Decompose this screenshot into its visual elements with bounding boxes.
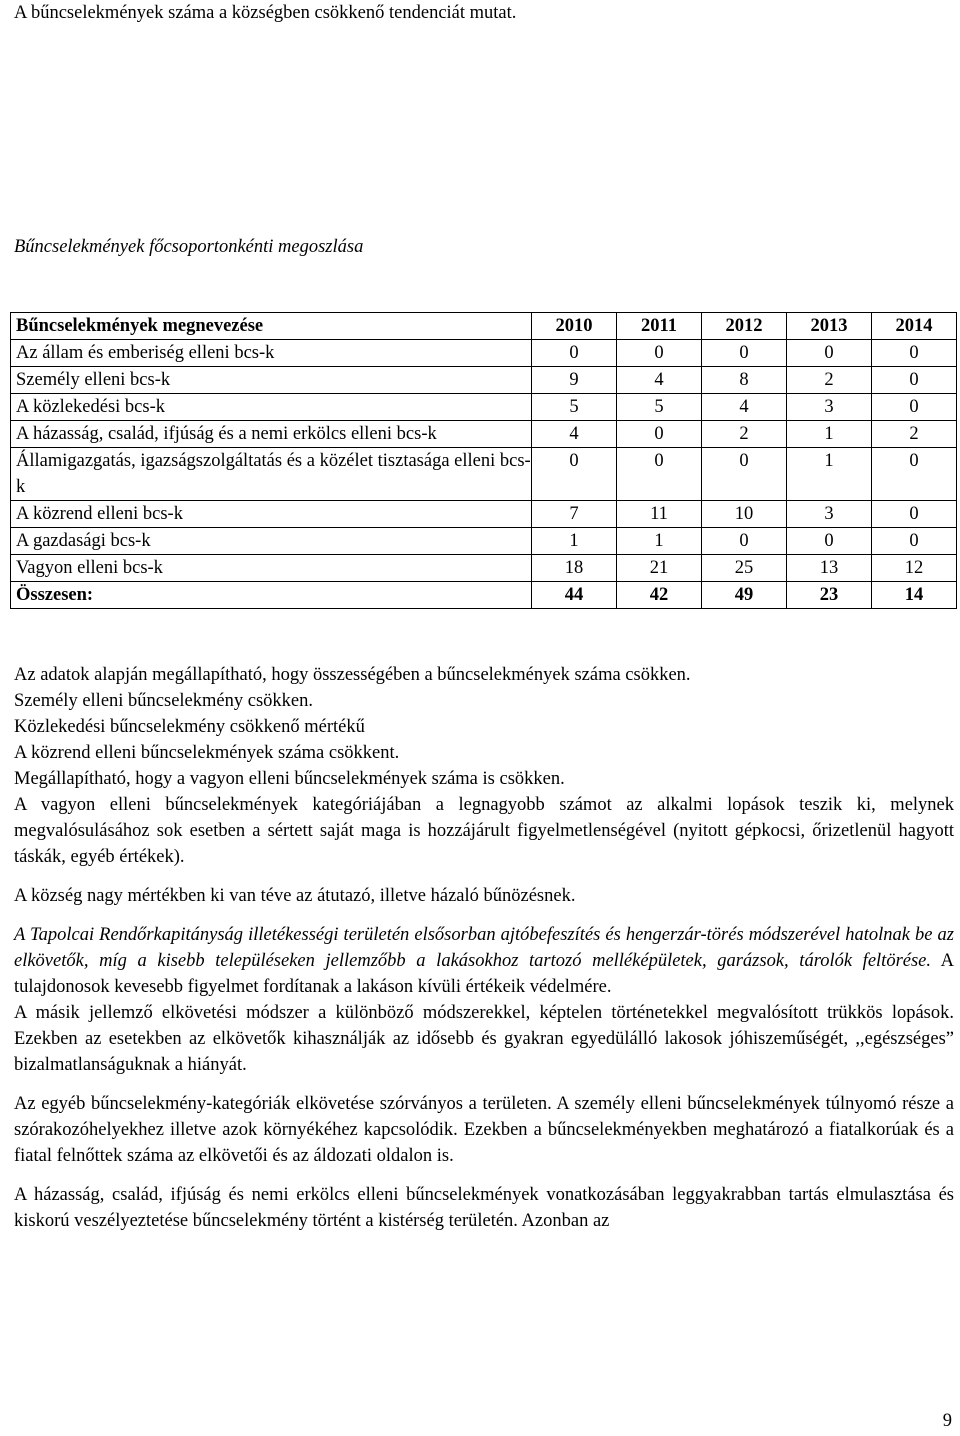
crime-statistics-table — [10, 312, 957, 609]
row-label: A házasság, család, ifjúság és a nemi erkölcs elleni bcs-k — [11, 421, 532, 448]
italic-text: A Tapolcai Rendőrkapitányság illetékességi területén elsősorban ajtóbefeszítés és hengerzár-törés módszerével hatolnak be az elkövetők, míg a kisebb településeken jellemzőbb a lakásokhoz tartozó melléképületek, garázsok, tárolók feltörése. — [14, 925, 954, 971]
total-value: 14 — [872, 582, 957, 609]
table-title: Bűncselekmények főcsoportonkénti megoszlása — [14, 237, 364, 257]
paragraph: Megállapítható, hogy a vagyon elleni bűncselekmények száma is csökken. — [14, 769, 565, 789]
header-category: Bűncselekmények megnevezése — [11, 313, 532, 340]
table-total-row — [11, 582, 957, 609]
cell-value: 0 — [532, 340, 617, 367]
paragraph: A házasság, család, ifjúság és nemi erkölcs elleni bűncselekmények vonatkozásában leggyakrabban tartás elmulasztása és kiskorú veszélyeztetése bűncselekmény történt a kistérség területén. Azonban az — [14, 1185, 954, 1231]
cell-value: 0 — [702, 340, 787, 367]
paragraph: Személy elleni bűncselekmény csökken. — [14, 691, 313, 711]
cell-value: 5 — [532, 394, 617, 421]
header-year: 2011 — [617, 313, 702, 340]
total-label: Összesen: — [11, 582, 532, 609]
total-value: 42 — [617, 582, 702, 609]
cell-value: 0 — [617, 421, 702, 448]
cell-value: 0 — [787, 340, 872, 367]
table-header-row — [11, 313, 957, 340]
cell-value: 25 — [702, 555, 787, 582]
cell-value: 0 — [617, 448, 702, 501]
cell-value: 1 — [532, 528, 617, 555]
paragraph: Közlekedési bűncselekmény csökkenő mértékű — [14, 717, 365, 737]
cell-value: 7 — [532, 501, 617, 528]
cell-value: 0 — [702, 448, 787, 501]
total-value: 23 — [787, 582, 872, 609]
cell-value: 0 — [872, 528, 957, 555]
cell-value: 2 — [787, 367, 872, 394]
row-label: Személy elleni bcs-k — [11, 367, 532, 394]
table-row — [11, 528, 957, 555]
cell-value: 0 — [787, 528, 872, 555]
paragraph — [14, 922, 954, 1000]
cell-value: 4 — [617, 367, 702, 394]
row-label: A gazdasági bcs-k — [11, 528, 532, 555]
header-year: 2010 — [532, 313, 617, 340]
intro-text: A bűncselekmények száma a községben csökkenő tendenciát mutat. — [14, 3, 517, 23]
cell-value: 0 — [872, 340, 957, 367]
cell-value: 3 — [787, 394, 872, 421]
table-row — [11, 340, 957, 367]
table-row — [11, 394, 957, 421]
page-number: 9 — [942, 1411, 952, 1431]
cell-value: 2 — [872, 421, 957, 448]
cell-value: 8 — [702, 367, 787, 394]
cell-value: 1 — [787, 448, 872, 501]
cell-value: 4 — [702, 394, 787, 421]
paragraph: A vagyon elleni bűncselekmények kategóriájában a legnagyobb számot az alkalmi lopások teszik ki, melynek megvalósulásához sok esetben a sértett saját maga is hozzájárult figyelmetlenségével (nyitott gépkocsi, őrizetlenül hagyott táskák, egyéb értékek). — [14, 795, 954, 867]
table-row — [11, 367, 957, 394]
cell-value: 13 — [787, 555, 872, 582]
cell-value: 10 — [702, 501, 787, 528]
cell-value: 0 — [702, 528, 787, 555]
cell-value: 0 — [872, 448, 957, 501]
cell-value: 11 — [617, 501, 702, 528]
cell-value: 0 — [872, 501, 957, 528]
cell-value: 3 — [787, 501, 872, 528]
cell-value: 5 — [617, 394, 702, 421]
total-value: 44 — [532, 582, 617, 609]
row-label: A közlekedési bcs-k — [11, 394, 532, 421]
header-year: 2013 — [787, 313, 872, 340]
cell-value: 0 — [872, 367, 957, 394]
cell-value: 1 — [787, 421, 872, 448]
table-row — [11, 448, 957, 501]
row-label: Vagyon elleni bcs-k — [11, 555, 532, 582]
body-text — [14, 662, 954, 1234]
paragraph: A közrend elleni bűncselekmények száma csökkent. — [14, 743, 400, 763]
paragraph: Az adatok alapján megállapítható, hogy összességében a bűncselekmények száma csökken. — [14, 665, 691, 685]
row-label: A közrend elleni bcs-k — [11, 501, 532, 528]
paragraph: A másik jellemző elkövetési módszer a különböző módszerekkel, képtelen történetekkel megvalósított trükkös lopások. Ezekben az esetekben az elkövetők kihasználják az idősebb és gyakran egyedülálló lakosok jóhiszeműségét, ,,egészséges” bizalmatlanságuknak a hiányát. — [14, 1003, 954, 1075]
cell-value: 18 — [532, 555, 617, 582]
cell-value: 2 — [702, 421, 787, 448]
row-label: Az állam és emberiség elleni bcs-k — [11, 340, 532, 367]
cell-value: 0 — [872, 394, 957, 421]
cell-value: 12 — [872, 555, 957, 582]
cell-value: 21 — [617, 555, 702, 582]
cell-value: 9 — [532, 367, 617, 394]
header-year: 2012 — [702, 313, 787, 340]
paragraph: Az egyéb bűncselekmény-kategóriák elkövetése szórványos a területen. A személy elleni bűncselekmények túlnyomó része a szórakozóhelyekhez illetve azok környékéhez kapcsolódik. Ezekben a bűncselekményekben meghatározó a fiatalkorúak és a fiatal felnőttek száma az elkövetői és az áldozati oldalon is. — [14, 1094, 954, 1166]
paragraph-continuation: A tulajdonosok kevesebb figyelmet fordítanak a lakáson kívüli értékeik védelmére. — [14, 951, 954, 997]
table-row — [11, 421, 957, 448]
header-year: 2014 — [872, 313, 957, 340]
table-row — [11, 501, 957, 528]
cell-value: 4 — [532, 421, 617, 448]
cell-value: 0 — [532, 448, 617, 501]
cell-value: 0 — [617, 340, 702, 367]
paragraph: A község nagy mértékben ki van téve az átutazó, illetve házaló bűnözésnek. — [14, 886, 576, 906]
table-row — [11, 555, 957, 582]
cell-value: 1 — [617, 528, 702, 555]
total-value: 49 — [702, 582, 787, 609]
row-label: Államigazgatás, igazságszolgáltatás és a közélet tisztasága elleni bcs-k — [11, 448, 532, 501]
